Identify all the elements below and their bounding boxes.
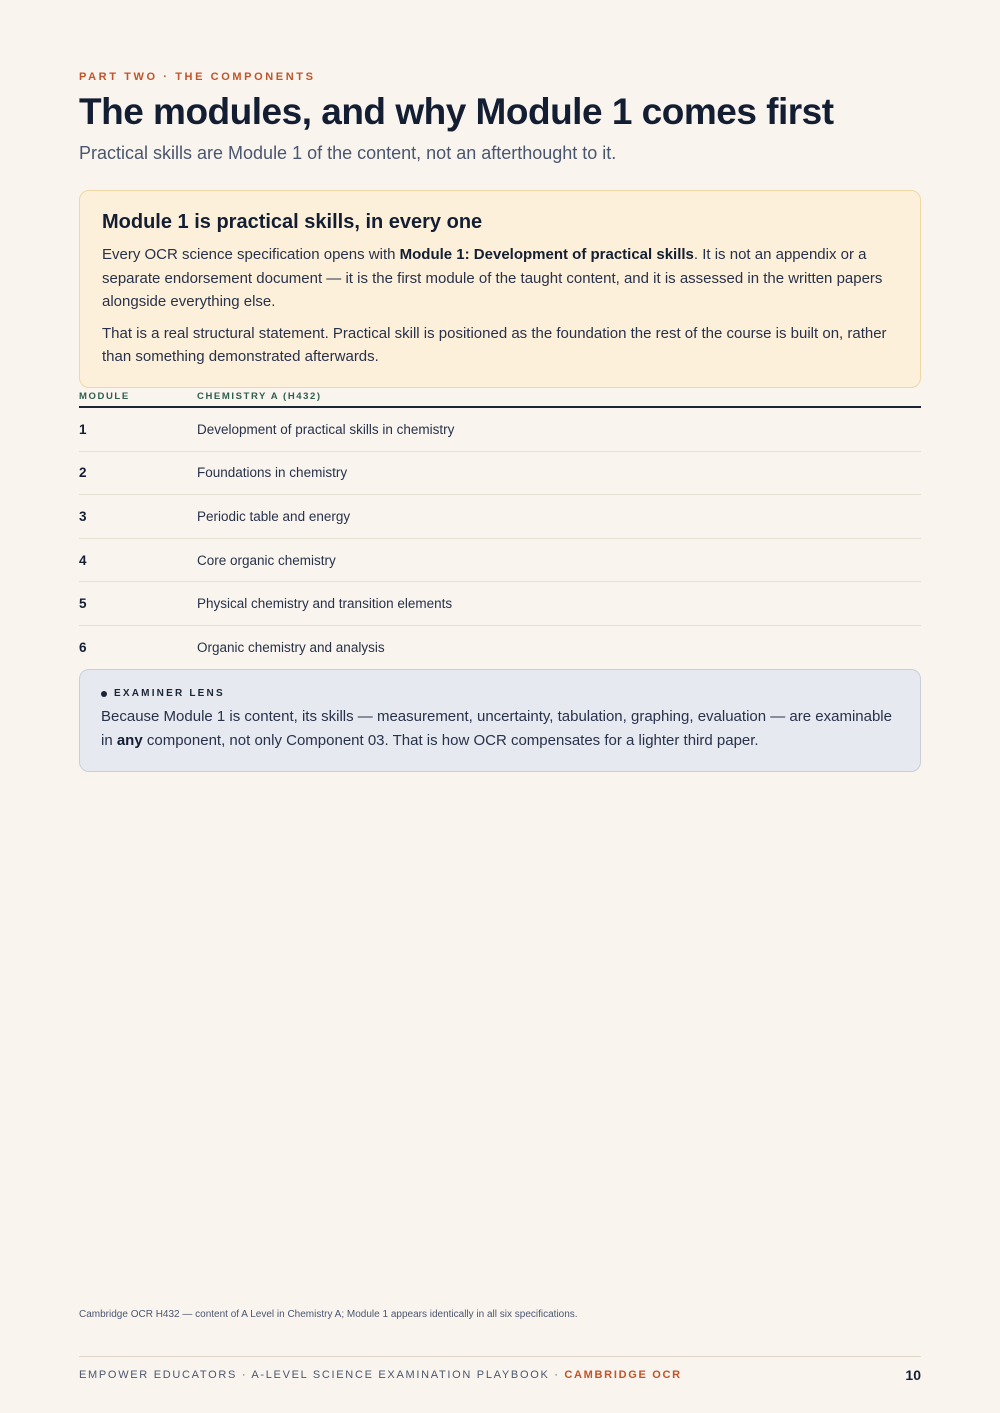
module-name: Development of practical skills in chemistry xyxy=(197,421,455,437)
lens-emphasis: any xyxy=(116,731,143,749)
examiner-lens-box xyxy=(79,669,921,772)
section-eyebrow: PART TWO · THE COMPONENTS xyxy=(79,71,316,83)
module-number: 4 xyxy=(79,552,87,568)
module-number: 6 xyxy=(79,640,87,656)
module-name: Foundations in chemistry xyxy=(197,465,348,481)
column-header-spec: CHEMISTRY A (H432) xyxy=(197,391,322,402)
module-number: 1 xyxy=(79,421,87,437)
callout-heading: Module 1 is practical skills, in every one xyxy=(102,211,483,233)
footnote: Cambridge OCR H432 — content of A Level in Chemistry A; Module 1 appears identically in all six specifications. xyxy=(79,1309,578,1320)
callout-emphasis: Module 1: Development of practical skills xyxy=(399,246,694,263)
callout-box xyxy=(79,190,921,388)
module-number: 2 xyxy=(79,465,87,481)
page-subtitle: Practical skills are Module 1 of the content, not an afterthought to it. xyxy=(79,143,617,163)
examiner-lens-label: EXAMINER LENS xyxy=(101,688,899,699)
module-name: Periodic table and energy xyxy=(197,508,351,524)
footer-publication: EMPOWER EDUCATORS · A-LEVEL SCIENCE EXAMINATION PLAYBOOK · CAMBRIDGE OCR xyxy=(79,1369,682,1381)
page-title: The modules, and why Module 1 comes first xyxy=(79,91,834,132)
module-table xyxy=(79,387,921,670)
callout-paragraph-1: Every OCR science specification opens with Module 1: Development of practical skills. It is not an appendix or a separate endorsement document — it is the first module of the taught content, and it is assessed in the written papers alongside everything else. xyxy=(102,246,883,310)
table-row xyxy=(79,452,921,496)
page xyxy=(79,0,921,1413)
bullet-dot-icon xyxy=(101,691,107,697)
module-number: 5 xyxy=(79,596,87,612)
examiner-lens-text: Because Module 1 is content, its skills — measurement, uncertainty, tabulation, graphing, evaluation — are examinable in any component, not only Component 03. That is how OCR compensates for a lighter third paper. xyxy=(101,708,892,749)
table-header xyxy=(79,387,921,408)
footer-board: CAMBRIDGE OCR xyxy=(564,1369,682,1381)
module-name: Core organic chemistry xyxy=(197,552,336,568)
module-name: Physical chemistry and transition elements xyxy=(197,596,453,612)
callout-paragraph-2: That is a real structural statement. Practical skill is positioned as the foundation the rest of the course is built on, rather than something demonstrated afterwards. xyxy=(102,324,887,365)
page-number: 10 xyxy=(905,1367,921,1383)
table-row xyxy=(79,495,921,539)
page-footer xyxy=(79,1367,921,1383)
table-row xyxy=(79,582,921,626)
table-row xyxy=(79,408,921,452)
column-header-module: MODULE xyxy=(79,391,130,402)
module-number: 3 xyxy=(79,508,87,524)
table-row xyxy=(79,626,921,670)
table-row xyxy=(79,539,921,583)
footer-divider xyxy=(79,1356,921,1357)
module-name: Organic chemistry and analysis xyxy=(197,640,385,656)
